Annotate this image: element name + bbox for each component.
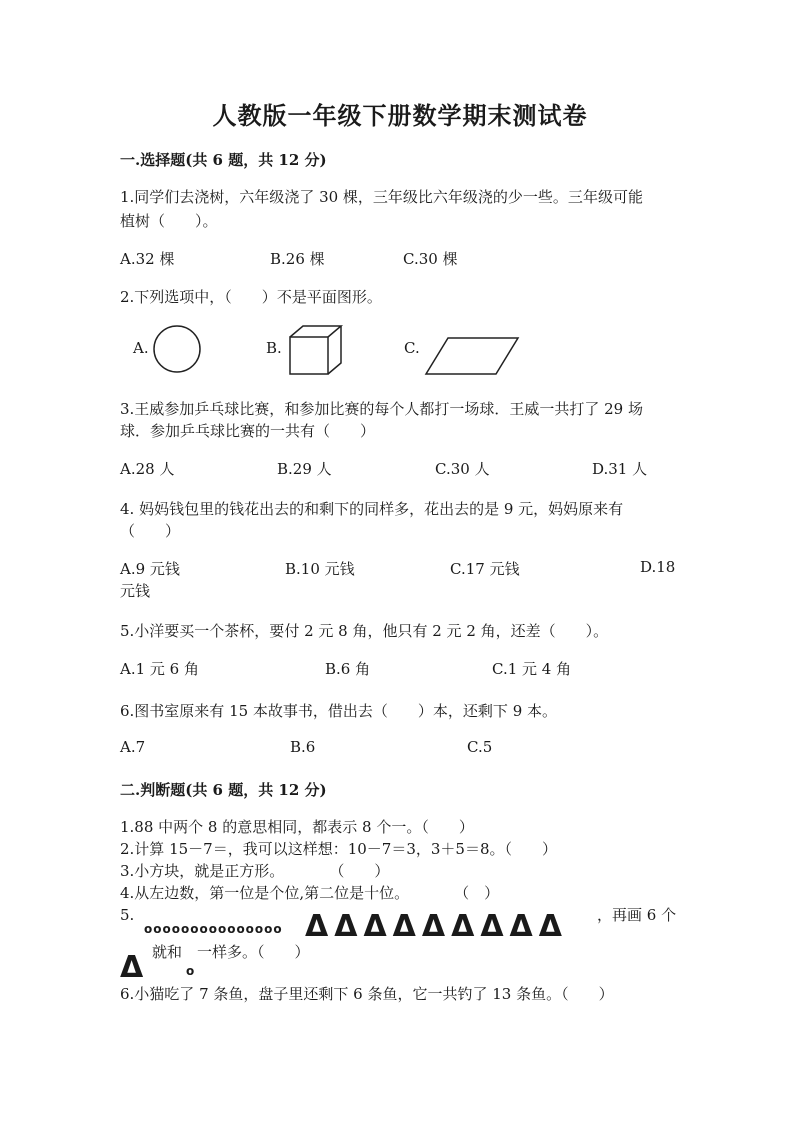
question-4-line2: （ ）: [120, 522, 181, 540]
question-1-line1: 1.同学们去浇树，六年级浇了 30 棵，三年级比六年级浇的少一些。三年级可能: [120, 188, 643, 206]
judge-item-5-number: 5.: [120, 906, 135, 924]
question-3-option-b[interactable]: B.29 人: [277, 460, 332, 478]
question-1-option-b[interactable]: B.26 棵: [270, 250, 325, 268]
question-3-line1: 3.王威参加乒乓球比赛，和参加比赛的每个人都打一场球．王威一共打了 29 场: [120, 400, 643, 418]
section-heading-judge: 二.判断题(共 6 题，共 12 分): [120, 781, 327, 799]
triangle-icon: Δ: [421, 909, 446, 944]
cube-icon: [288, 324, 344, 376]
judge-item-6: 6.小猫吃了 7 条鱼，盘子里还剩下 6 条鱼，它一共钓了 13 条鱼。（ ）: [120, 985, 614, 1003]
question-5-option-c[interactable]: C.1 元 4 角: [492, 660, 572, 678]
triangle-icon: Δ: [509, 909, 533, 944]
question-3-option-c[interactable]: C.30 人: [435, 460, 490, 478]
triangle-icon: Δ: [120, 950, 144, 985]
question-1-option-c[interactable]: C.30 棵: [403, 250, 458, 268]
question-6-option-b[interactable]: B.6: [290, 738, 316, 756]
question-4-option-b[interactable]: B.10 元钱: [285, 560, 355, 578]
question-2-label-b[interactable]: B.: [266, 339, 282, 357]
triangle-icon: Δ: [334, 909, 358, 944]
question-1-line2: 植树（ ）。: [120, 212, 218, 230]
judge-item-5-tail: ，再画 6 个: [597, 906, 677, 924]
judge-item-4: 4.从左边数，第一位是个位,第二位是十位。 （ ）: [120, 884, 500, 902]
question-4-option-a[interactable]: A.9 元钱: [120, 560, 180, 578]
question-5-option-b[interactable]: B.6 角: [325, 660, 371, 678]
question-2-line1: 2.下列选项中，（ ）不是平面图形。: [120, 288, 382, 306]
circle-icon: [152, 324, 202, 374]
question-4-line1: 4. 妈妈钱包里的钱花出去的和剩下的同样多，花出去的是 9 元，妈妈原来有: [120, 500, 624, 518]
question-4-option-c[interactable]: C.17 元钱: [450, 560, 520, 578]
triangle-icon: Δ: [392, 909, 416, 944]
judge-item-5-line2: 就和 一样多。（ ）: [152, 943, 310, 961]
judge-item-1: 1.88 中两个 8 的意思相同，都表示 8 个一。（ ）: [120, 818, 474, 836]
question-6-option-c[interactable]: C.5: [467, 738, 493, 756]
page-title: 人教版一年级下册数学期末测试卷: [212, 101, 588, 130]
question-6-option-a[interactable]: A.7: [120, 738, 146, 756]
question-2-label-c[interactable]: C.: [404, 339, 420, 357]
question-4-option-d-wrap: 元钱: [120, 582, 151, 600]
small-circle-icon: o: [186, 964, 195, 978]
question-5-option-a[interactable]: A.1 元 6 角: [120, 660, 199, 678]
section-heading-choice: 一.选择题(共 6 题，共 12 分): [120, 151, 327, 169]
question-1-option-a[interactable]: A.32 棵: [120, 250, 175, 268]
judge-item-3: 3.小方块，就是正方形。 （ ）: [120, 862, 390, 880]
triangle-icon: Δ: [451, 909, 475, 944]
question-4-option-d[interactable]: D.18: [640, 558, 676, 576]
triangle-row: [305, 910, 562, 944]
question-2-label-a[interactable]: A.: [133, 339, 149, 357]
triangle-icon: Δ: [480, 909, 504, 944]
triangle-icon: Δ: [538, 909, 562, 944]
question-6-line1: 6.图书室原来有 15 本故事书，借出去（ ）本，还剩下 9 本。: [120, 702, 558, 720]
parallelogram-icon: [424, 336, 520, 376]
triangle-icon: Δ: [363, 909, 387, 944]
triangle-icon: Δ: [305, 909, 329, 944]
circle-row: ooooooooooooooo: [144, 922, 283, 936]
question-3-option-a[interactable]: A.28 人: [120, 460, 175, 478]
question-3-option-d[interactable]: D.31 人: [592, 460, 648, 478]
question-3-line2: 球．参加乒乓球比赛的一共有（ ）: [120, 422, 376, 440]
judge-item-2: 2.计算 15－7＝，我可以这样想：10－7＝3，3＋5＝8。（ ）: [120, 840, 558, 858]
question-5-line1: 5.小洋要买一个茶杯，要付 2 元 8 角，他只有 2 元 2 角，还差（ ）。: [120, 622, 609, 640]
